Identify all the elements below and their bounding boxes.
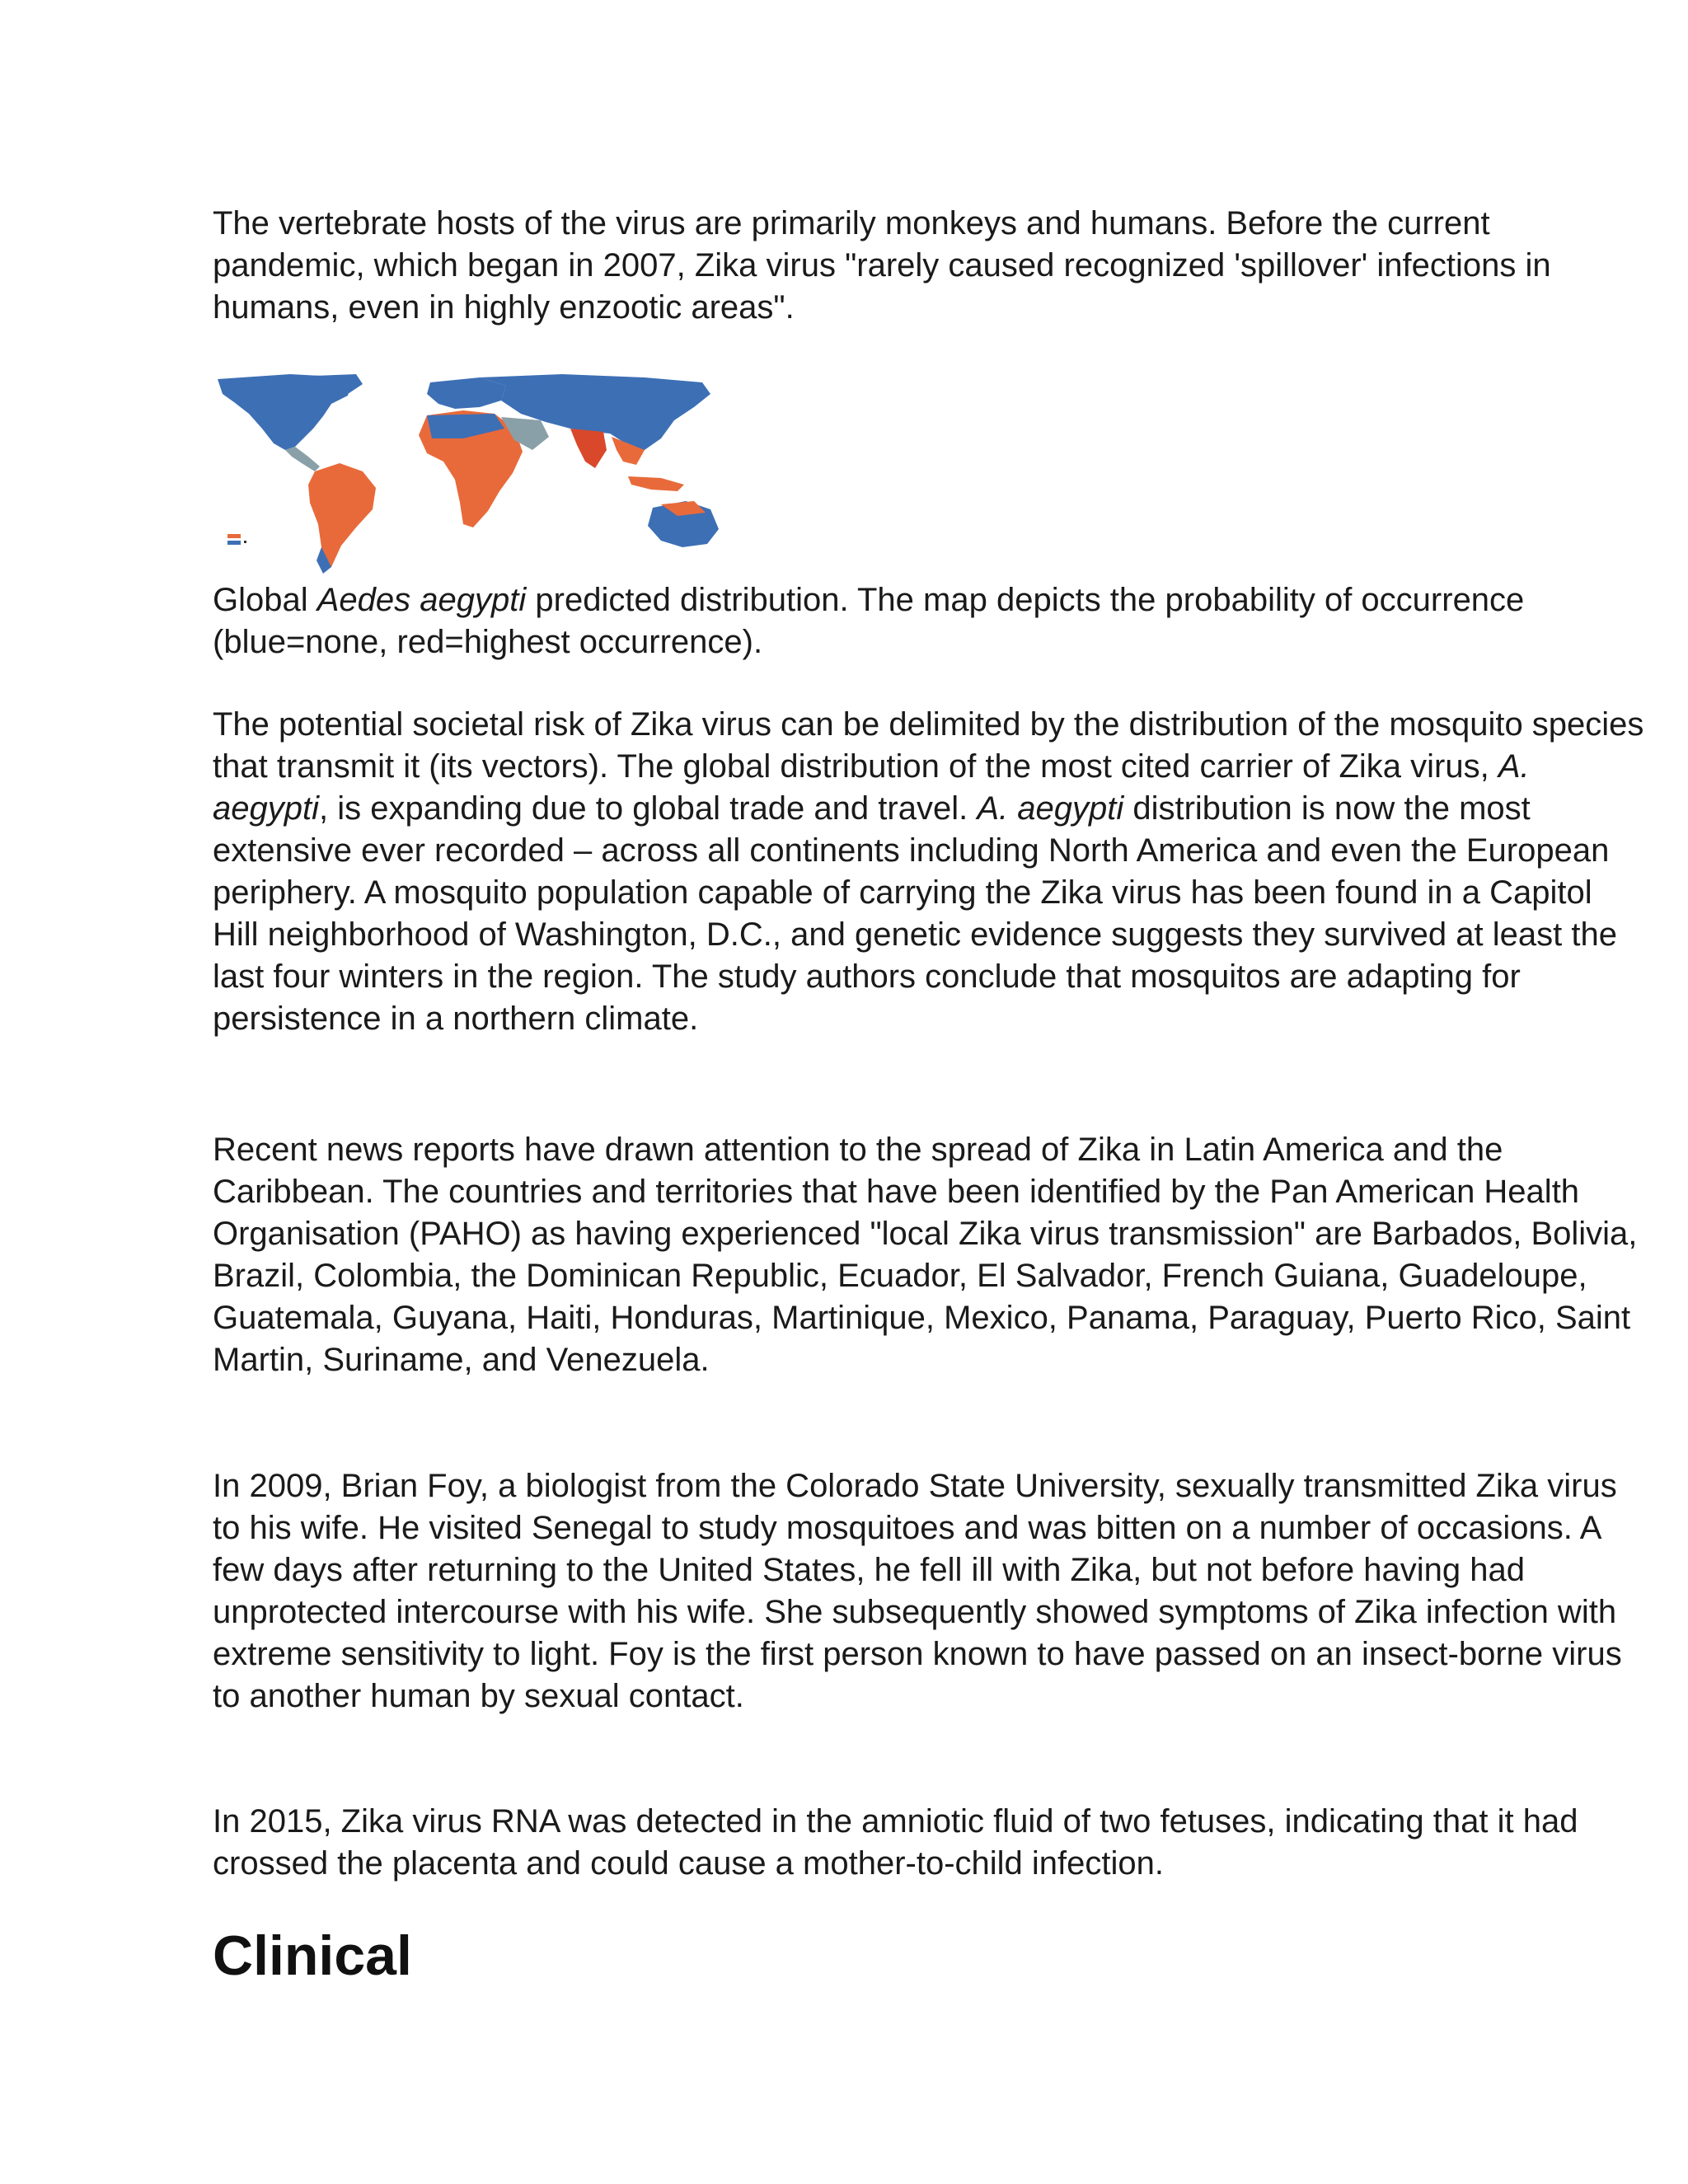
map-central-america: [285, 447, 320, 471]
map-legend-none: [227, 541, 241, 545]
aedes-distribution-map: [216, 371, 725, 575]
map-legend-dot: [244, 541, 246, 543]
caption-text-end: predicted distribution. The map depicts the probability of occurrence (blue=none, red=highest occurrence).: [213, 582, 1525, 660]
paragraph-brian-foy: In 2009, Brian Foy, a biologist from the Colorado State University, sexually transmitted Zika virus to his wife. He visited Senegal to study mosquitoes and was bitten on a number of occasions. A few days after returning to the United States, he fell ill with Zika, but not before having had unprotected intercourse with his wife. She subsequently showed symptoms of Zika infection with extreme sensitivity to light. Foy is the first person known to have passed on an insect-borne virus to another human by sexual contact.: [213, 1468, 1622, 1714]
map-europe: [427, 377, 506, 409]
paragraph-vertebrate-hosts: The vertebrate hosts of the virus are primarily monkeys and humans. Before the current pandemic, which began in 2007, Zika virus "rarely caused recognized 'spillover' infections in humans, even in highly enzootic areas".: [213, 205, 1551, 326]
p2-text-c: , is expanding due to global trade and travel.: [318, 790, 978, 827]
caption-text-start: Global: [213, 582, 317, 618]
p2-text-a: The potential societal risk of Zika virus can be delimited by the distribution of the mosquito species that transmit it (its vectors). The global distribution of the most cited carrier of Zika virus,: [213, 706, 1644, 785]
p2-species-2: A. aegypti: [977, 790, 1124, 827]
map-caption: [213, 579, 1647, 663]
map-india: [570, 429, 607, 468]
map-legend-high: [227, 534, 241, 538]
paragraph-amniotic-fluid: In 2015, Zika virus RNA was detected in the amniotic fluid of two fetuses, indicating that it had crossed the placenta and could cause a mother-to-child infection.: [213, 1803, 1578, 1882]
map-indonesia: [628, 476, 684, 491]
paragraph-societal-risk: [213, 704, 1647, 1040]
p2-species-1: A. aegypti: [213, 748, 1530, 827]
p2-text-e: distribution is now the most extensive ever recorded – across all continents including North America and even the European periphery. A mosquito population capable of carrying the Zika virus has been found in a Capitol Hill neighborhood of Washington, D.C., and genetic evidence suggests they survived at least the last four winters in the region. The study authors conclude that mosquitos are adapting for persistence in a northern climate.: [213, 790, 1617, 1037]
section-heading-clinical: Clinical: [213, 1924, 412, 1987]
caption-species-name: Aedes aegypti: [316, 582, 527, 618]
paragraph-latin-america: Recent news reports have drawn attention to the spread of Zika in Latin America and the Caribbean. The countries and territories that have been identified by the Pan American Health Organisation (PAHO) as having experienced "local Zika virus transmission" are Barbados, Bolivia, Brazil, Colombia, the Dominican Republic, Ecuador, El Salvador, French Guiana, Guadeloupe, Guatemala, Guyana, Haiti, Honduras, Martinique, Mexico, Panama, Paraguay, Puerto Rico, Saint Martin, Suriname, and Venezuela.: [213, 1132, 1638, 1378]
